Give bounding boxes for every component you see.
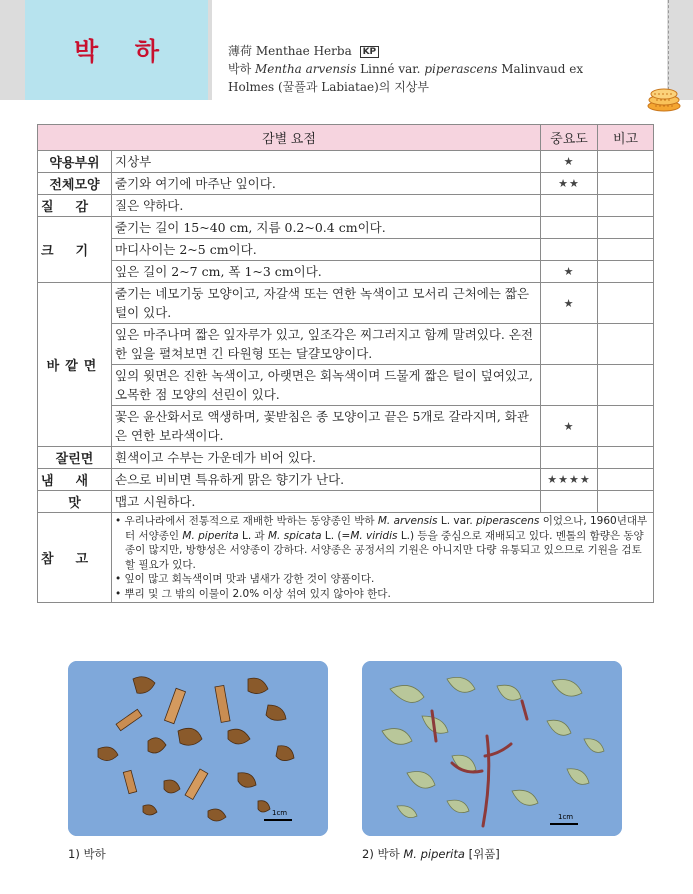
importance-stars xyxy=(541,447,598,469)
note-cell xyxy=(598,324,654,365)
table-row xyxy=(38,239,654,261)
author-suffix: Malinvaud ex xyxy=(501,62,584,76)
table-row xyxy=(38,217,654,239)
title-box xyxy=(25,0,208,100)
kp-badge: KP xyxy=(360,46,380,58)
category-surface: 바깥면 xyxy=(38,283,112,447)
category-smell: 냄새 xyxy=(38,469,112,491)
scale-label-1: 1cm xyxy=(272,809,288,817)
importance-stars xyxy=(541,239,598,261)
row-text: 잎의 윗면은 진한 녹색이고, 아랫면은 회녹색이며 드물게 짧은 털이 덮여있고, 오목한 점 모양의 선린이 있다. xyxy=(112,365,541,406)
caption-2-suffix: [위품] xyxy=(468,847,500,861)
korean-name: 박하 xyxy=(228,62,252,76)
table-row xyxy=(38,365,654,406)
caption-photo-2 xyxy=(362,846,500,862)
note-cell xyxy=(598,217,654,239)
caption-2-species: M. piperita xyxy=(403,847,465,861)
header-line-2 xyxy=(228,60,583,78)
note-cell xyxy=(598,173,654,195)
importance-stars: ★ xyxy=(541,261,598,283)
row-text: 질은 약하다. xyxy=(112,195,541,217)
importance-stars xyxy=(541,217,598,239)
importance-stars: ★★★★ xyxy=(541,469,598,491)
table-header-row xyxy=(38,125,654,151)
table-row xyxy=(38,283,654,324)
latin-drug-name: Menthae Herba xyxy=(255,44,352,58)
row-text: 잎은 마주나며 짧은 잎자루가 있고, 잎조각은 찌그러지고 함께 말려있다. 온전한 잎을 펼쳐보면 긴 타원형 또는 달걀모양이다. xyxy=(112,324,541,365)
note-cell xyxy=(598,447,654,469)
hanja-name: 薄荷 xyxy=(228,44,253,58)
row-text: 줄기는 네모기둥 모양이고, 자갈색 또는 연한 녹색이고 모서리 근처에는 짧은 털이 있다. xyxy=(112,283,541,324)
variety-name: piperascens xyxy=(424,62,498,76)
table-row xyxy=(38,195,654,217)
table-row xyxy=(38,324,654,365)
category-shape: 전체모양 xyxy=(38,173,112,195)
header-line-3: Holmes (꿀풀과 Labiatae)의 지상부 xyxy=(228,80,429,94)
category-ref: 참고 xyxy=(38,513,112,603)
note-cell xyxy=(598,283,654,324)
category-cut: 잘린면 xyxy=(38,447,112,469)
importance-stars xyxy=(541,324,598,365)
dried-herb-pieces-image xyxy=(68,661,328,836)
note-cell xyxy=(598,195,654,217)
note-cell xyxy=(598,365,654,406)
header-importance: 중요도 xyxy=(541,125,598,151)
importance-stars xyxy=(541,195,598,217)
row-text: 꽃은 윤산화서로 액생하며, 꽃받침은 종 모양이고 끝은 5개로 갈라지며, 화관은 연한 보라색이다. xyxy=(112,406,541,447)
identification-table xyxy=(37,124,654,603)
importance-stars: ★ xyxy=(541,151,598,173)
table-row xyxy=(38,513,654,603)
importance-stars xyxy=(541,365,598,406)
author-text: Linné var. xyxy=(360,62,421,76)
row-text: 손으로 비비면 특유하게 맑은 향기가 난다. xyxy=(112,469,541,491)
note-cell xyxy=(598,406,654,447)
importance-stars xyxy=(541,491,598,513)
note-cell xyxy=(598,151,654,173)
header-note: 비고 xyxy=(598,125,654,151)
table-row xyxy=(38,491,654,513)
caption-2-prefix: 2) 박하 xyxy=(362,847,400,861)
species-name: Mentha arvensis xyxy=(255,62,357,76)
page-title: 박 하 xyxy=(73,37,173,66)
reference-notes xyxy=(112,513,654,603)
table-row xyxy=(38,469,654,491)
row-text: 줄기는 길이 15~40 cm, 지름 0.2~0.4 cm이다. xyxy=(112,217,541,239)
table-row xyxy=(38,151,654,173)
category-texture: 질감 xyxy=(38,195,112,217)
importance-stars: ★ xyxy=(541,283,598,324)
ref-bullet-3: • 뿌리 및 그 밖의 이물이 2.0% 이상 섞여 있지 않아야 한다. xyxy=(115,587,391,600)
category-size: 크기 xyxy=(38,217,112,283)
herb-stack-icon xyxy=(646,84,682,112)
category-part: 약용부위 xyxy=(38,151,112,173)
ref-bullet-1: • 우리나라에서 전통적으로 재배한 박하는 동양종인 박하 M. arvensis L. var. piperascens 이었으나, 1960년대부터 서양종인 M. piperita L. 과 M. spicata L. (=M. viridis L.) 등을 중심으로 재배되고 있다. 멘톨의 함량은 동양종이 많지만, 방향성은 서양종이 강하다. 서양종은 공정서의 기원은 아니지만 다량 유통되고 있으므로 기원을 검토할 필요가 있다. xyxy=(115,515,648,571)
note-cell xyxy=(598,491,654,513)
specimen-photo-2 xyxy=(362,661,622,836)
category-taste: 맛 xyxy=(38,491,112,513)
table-row xyxy=(38,406,654,447)
header-line-1 xyxy=(228,42,379,62)
ref-bullet-2: • 잎이 많고 회녹색이며 맛과 냄새가 강한 것이 양품이다. xyxy=(115,573,375,585)
row-text: 지상부 xyxy=(112,151,541,173)
row-text: 잎은 길이 2~7 cm, 폭 1~3 cm이다. xyxy=(112,261,541,283)
specimen-photo-1 xyxy=(68,661,328,836)
table-row xyxy=(38,261,654,283)
row-text: 줄기와 여기에 마주난 잎이다. xyxy=(112,173,541,195)
note-cell xyxy=(598,261,654,283)
scale-label-2: 1cm xyxy=(558,813,574,821)
row-text: 마디사이는 2~5 cm이다. xyxy=(112,239,541,261)
dried-leaves-image xyxy=(362,661,622,836)
row-text: 흰색이고 수부는 가운데가 비어 있다. xyxy=(112,447,541,469)
table-row xyxy=(38,447,654,469)
caption-photo-1: 1) 박하 xyxy=(68,847,106,861)
note-cell xyxy=(598,239,654,261)
row-text: 맵고 시원하다. xyxy=(112,491,541,513)
table-row xyxy=(38,173,654,195)
header-main: 감별 요점 xyxy=(38,125,541,151)
importance-stars: ★ xyxy=(541,406,598,447)
note-cell xyxy=(598,469,654,491)
importance-stars: ★★ xyxy=(541,173,598,195)
